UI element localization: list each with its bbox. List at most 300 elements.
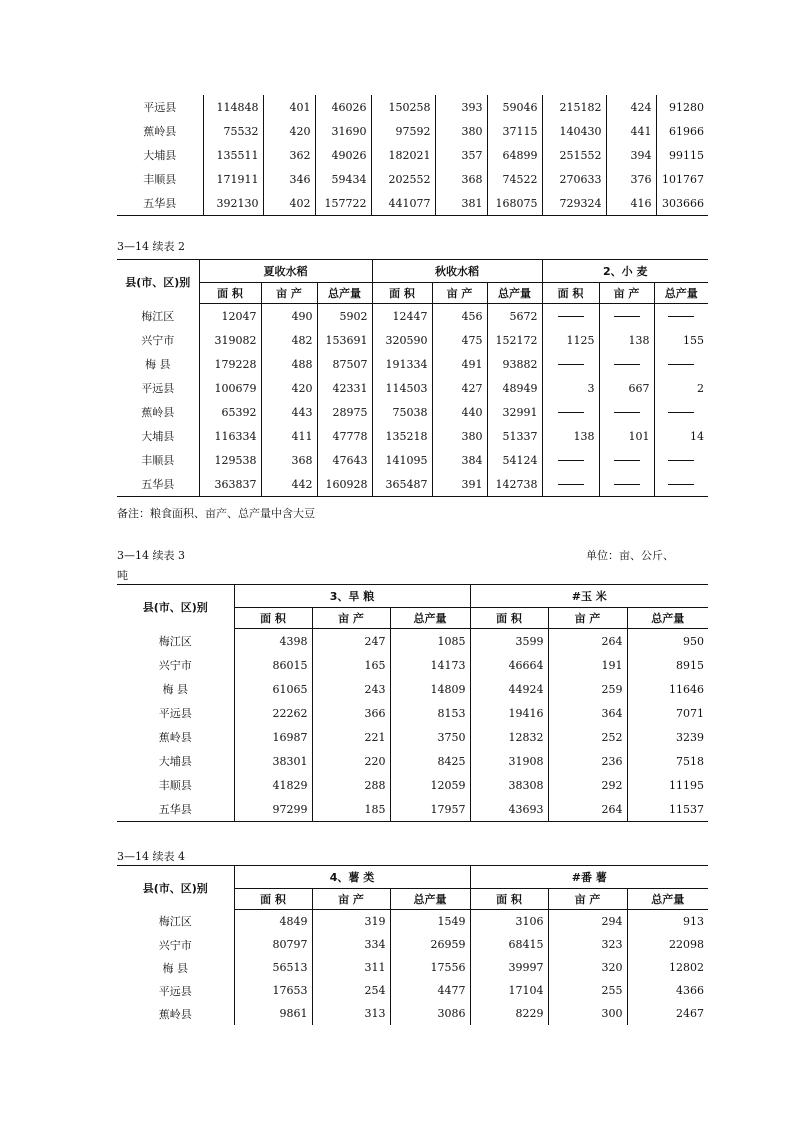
county-name: 梅江区: [158, 634, 192, 648]
cell-value: 26959: [390, 933, 470, 956]
county-name: 梅江区: [158, 915, 192, 929]
table-row: [117, 979, 708, 1002]
cell-value: 380: [432, 424, 487, 448]
county-name: 大埔县: [143, 149, 177, 162]
cell-value: 165: [312, 653, 390, 677]
county-name: 平远县: [158, 984, 192, 998]
cell-value: 7071: [627, 701, 708, 725]
cell-value: 49026: [315, 143, 371, 167]
table-row: [117, 773, 708, 797]
table-row: [117, 191, 708, 216]
cell-value: 11646: [627, 677, 708, 701]
cell-value: 14809: [390, 677, 470, 701]
cell-value: 420: [263, 119, 315, 143]
cell-value: 185: [312, 797, 390, 822]
cell-value: 47778: [317, 424, 372, 448]
cell-value: 48949: [487, 376, 542, 400]
cell-value: 300: [548, 1002, 627, 1025]
cell-value: 16987: [234, 725, 312, 749]
cell-value: 171911: [203, 167, 263, 191]
table2-subcol-yield: 亩 产: [432, 283, 487, 304]
cell-value: 157722: [315, 191, 371, 216]
cell-value: 14173: [390, 653, 470, 677]
cell-value: 179228: [199, 352, 261, 376]
table-row: [117, 352, 708, 376]
county-name: 梅 县: [145, 358, 171, 371]
cell-value: 2: [654, 376, 708, 400]
table3-group-corn: #玉 米: [470, 585, 708, 608]
table3-unit: 单位：亩、公斤、: [586, 549, 674, 562]
cell-value: 380: [435, 119, 487, 143]
cell-value: 14: [654, 424, 708, 448]
cell-value: 334: [312, 933, 390, 956]
cell-value: 142738: [487, 472, 542, 497]
cell-value: 3599: [470, 629, 548, 654]
county-name: 兴宁市: [141, 334, 175, 347]
cell-value: 4849: [234, 910, 312, 934]
cell-value: 368: [261, 448, 317, 472]
county-name: 蕉岭县: [158, 731, 192, 744]
table-row: [117, 448, 708, 472]
cell-value: 320: [548, 956, 627, 979]
cell-value: 44924: [470, 677, 548, 701]
county-name: 五华县: [143, 197, 177, 210]
empty-value-dash: [599, 472, 654, 497]
cell-value: 303666: [656, 191, 708, 216]
cell-value: 41829: [234, 773, 312, 797]
table-top-continuation: [117, 95, 708, 216]
cell-value: 440: [432, 400, 487, 424]
table-row: [117, 725, 708, 749]
table-row: [117, 749, 708, 773]
table4-subcol-total: 总产量: [390, 889, 470, 910]
cell-value: 243: [312, 677, 390, 701]
empty-value-dash: [599, 448, 654, 472]
dash-line: [558, 412, 584, 413]
dash-line: [558, 484, 584, 485]
table4-subcol-total: 总产量: [627, 889, 708, 910]
table3-row-header: 县(市、区)别: [142, 600, 208, 614]
cell-value: 101: [599, 424, 654, 448]
cell-value: 392130: [203, 191, 263, 216]
cell-value: 5672: [487, 304, 542, 329]
cell-value: 93882: [487, 352, 542, 376]
cell-value: 264: [548, 797, 627, 822]
cell-value: 366: [312, 701, 390, 725]
cell-value: 64899: [487, 143, 542, 167]
cell-value: 368: [435, 167, 487, 191]
cell-value: 376: [606, 167, 656, 191]
county-name: 兴宁市: [158, 659, 192, 672]
dash-line: [558, 316, 584, 317]
cell-value: 43693: [470, 797, 548, 822]
cell-value: 5902: [317, 304, 372, 329]
cell-value: 38301: [234, 749, 312, 773]
table3-caption: 3—14 续表 3: [117, 549, 185, 562]
table-row: [117, 1002, 708, 1025]
empty-value-dash: [542, 400, 599, 424]
cell-value: 254: [312, 979, 390, 1002]
dash-line: [614, 484, 640, 485]
table-row: [117, 376, 708, 400]
cell-value: 51337: [487, 424, 542, 448]
cell-value: 74522: [487, 167, 542, 191]
county-name: 梅 县: [162, 961, 188, 975]
table2-note: 备注：粮食面积、亩产、总产量中含大豆: [117, 507, 315, 520]
cell-value: 87507: [317, 352, 372, 376]
cell-value: 667: [599, 376, 654, 400]
table4-caption: 3—14 续表 4: [117, 850, 185, 863]
cell-value: 153691: [317, 328, 372, 352]
table2-group-wheat: 2、小 麦: [542, 260, 708, 283]
cell-value: 116334: [199, 424, 261, 448]
cell-value: 12059: [390, 773, 470, 797]
cell-value: 80797: [234, 933, 312, 956]
county-name: 蕉岭县: [141, 406, 175, 419]
cell-value: 22098: [627, 933, 708, 956]
cell-value: 135218: [372, 424, 432, 448]
cell-value: 3239: [627, 725, 708, 749]
cell-value: 101767: [656, 167, 708, 191]
cell-value: 292: [548, 773, 627, 797]
county-name: 平远县: [141, 382, 175, 395]
table-row: [117, 119, 708, 143]
cell-value: 12047: [199, 304, 261, 329]
dash-line: [614, 460, 640, 461]
cell-value: 402: [263, 191, 315, 216]
dash-line: [668, 316, 694, 317]
cell-value: 191334: [372, 352, 432, 376]
empty-value-dash: [654, 472, 708, 497]
cell-value: 141095: [372, 448, 432, 472]
cell-value: 3750: [390, 725, 470, 749]
cell-value: 38308: [470, 773, 548, 797]
cell-value: 2467: [627, 1002, 708, 1025]
cell-value: 365487: [372, 472, 432, 497]
cell-value: 12832: [470, 725, 548, 749]
cell-value: 950: [627, 629, 708, 654]
cell-value: 12447: [372, 304, 432, 329]
county-name: 丰顺县: [143, 173, 177, 186]
table-row: [117, 956, 708, 979]
cell-value: 155: [654, 328, 708, 352]
cell-value: 56513: [234, 956, 312, 979]
cell-value: 346: [263, 167, 315, 191]
table2-subcol-area: 面 积: [542, 283, 599, 304]
empty-value-dash: [654, 400, 708, 424]
cell-value: 11537: [627, 797, 708, 822]
cell-value: 3086: [390, 1002, 470, 1025]
table2-subcol-area: 面 积: [372, 283, 432, 304]
table2-subcol-yield: 亩 产: [599, 283, 654, 304]
cell-value: 7518: [627, 749, 708, 773]
table-row: [117, 472, 708, 497]
cell-value: 17104: [470, 979, 548, 1002]
cell-value: 475: [432, 328, 487, 352]
county-name: 蕉岭县: [143, 125, 177, 138]
table4-subcol-yield: 亩 产: [312, 889, 390, 910]
table4-subcol-area: 面 积: [234, 889, 312, 910]
cell-value: 729324: [542, 191, 606, 216]
cell-value: 288: [312, 773, 390, 797]
empty-value-dash: [599, 304, 654, 329]
cell-value: 32991: [487, 400, 542, 424]
cell-value: 220: [312, 749, 390, 773]
cell-value: 114848: [203, 95, 263, 119]
table3-subcol-yield: 亩 产: [312, 608, 390, 629]
cell-value: 420: [261, 376, 317, 400]
cell-value: 140430: [542, 119, 606, 143]
cell-value: 99115: [656, 143, 708, 167]
cell-value: 17653: [234, 979, 312, 1002]
cell-value: 150258: [371, 95, 435, 119]
table4-subcol-yield: 亩 产: [548, 889, 627, 910]
cell-value: 4398: [234, 629, 312, 654]
cell-value: 393: [435, 95, 487, 119]
cell-value: 91280: [656, 95, 708, 119]
table-row: [117, 167, 708, 191]
county-name: 蕉岭县: [158, 1007, 192, 1021]
cell-value: 252: [548, 725, 627, 749]
cell-value: 362: [263, 143, 315, 167]
dash-line: [614, 412, 640, 413]
cell-value: 1125: [542, 328, 599, 352]
cell-value: 11195: [627, 773, 708, 797]
cell-value: 28975: [317, 400, 372, 424]
cell-value: 17957: [390, 797, 470, 822]
cell-value: 1085: [390, 629, 470, 654]
table3-group-dry-grain: 3、旱 粮: [234, 585, 470, 608]
dash-line: [668, 484, 694, 485]
cell-value: 364: [548, 701, 627, 725]
cell-value: 4366: [627, 979, 708, 1002]
table3-subcol-area: 面 积: [470, 608, 548, 629]
table2-subcol-yield: 亩 产: [261, 283, 317, 304]
cell-value: 401: [263, 95, 315, 119]
cell-value: 264: [548, 629, 627, 654]
cell-value: 59046: [487, 95, 542, 119]
cell-value: 255: [548, 979, 627, 1002]
cell-value: 8425: [390, 749, 470, 773]
dash-line: [668, 412, 694, 413]
cell-value: 202552: [371, 167, 435, 191]
dash-line: [614, 364, 640, 365]
table4-subcol-area: 面 积: [470, 889, 548, 910]
cell-value: 8229: [470, 1002, 548, 1025]
cell-value: 54124: [487, 448, 542, 472]
cell-value: 86015: [234, 653, 312, 677]
table-row: [117, 304, 708, 329]
cell-value: 22262: [234, 701, 312, 725]
cell-value: 442: [261, 472, 317, 497]
table3: [117, 584, 708, 822]
cell-value: 391: [432, 472, 487, 497]
county-name: 平远县: [158, 707, 192, 720]
county-name: 兴宁市: [158, 938, 192, 952]
table3-subcol-total: 总产量: [390, 608, 470, 629]
county-name: 梅江区: [141, 309, 175, 323]
cell-value: 168075: [487, 191, 542, 216]
cell-value: 19416: [470, 701, 548, 725]
dash-line: [668, 364, 694, 365]
table2-caption: 3—14 续表 2: [117, 240, 185, 253]
empty-value-dash: [542, 304, 599, 329]
cell-value: 31908: [470, 749, 548, 773]
empty-value-dash: [542, 472, 599, 497]
cell-value: 47643: [317, 448, 372, 472]
table-row: [117, 797, 708, 822]
cell-value: 12802: [627, 956, 708, 979]
cell-value: 441: [606, 119, 656, 143]
empty-value-dash: [599, 352, 654, 376]
cell-value: 294: [548, 910, 627, 934]
cell-value: 3: [542, 376, 599, 400]
cell-value: 221: [312, 725, 390, 749]
cell-value: 913: [627, 910, 708, 934]
table-row: [117, 933, 708, 956]
cell-value: 357: [435, 143, 487, 167]
cell-value: 182021: [371, 143, 435, 167]
cell-value: 490: [261, 304, 317, 329]
cell-value: 1549: [390, 910, 470, 934]
cell-value: 8153: [390, 701, 470, 725]
cell-value: 138: [542, 424, 599, 448]
county-name: 五华县: [158, 803, 192, 816]
table2-group-autumn-rice: 秋收水稻: [372, 260, 542, 283]
table-row: [117, 910, 708, 934]
cell-value: 75038: [372, 400, 432, 424]
cell-value: 313: [312, 1002, 390, 1025]
cell-value: 488: [261, 352, 317, 376]
table-row: [117, 653, 708, 677]
empty-value-dash: [654, 352, 708, 376]
table3-subcol-yield: 亩 产: [548, 608, 627, 629]
cell-value: 46664: [470, 653, 548, 677]
table2: [117, 259, 708, 497]
empty-value-dash: [599, 400, 654, 424]
cell-value: 191: [548, 653, 627, 677]
county-name: 大埔县: [158, 755, 192, 768]
cell-value: 381: [435, 191, 487, 216]
cell-value: 3106: [470, 910, 548, 934]
table-row: [117, 95, 708, 119]
cell-value: 323: [548, 933, 627, 956]
table2-row-header: 县(市、区)别: [125, 275, 191, 289]
dash-line: [558, 460, 584, 461]
cell-value: 59434: [315, 167, 371, 191]
cell-value: 247: [312, 629, 390, 654]
table4-group-tubers: 4、薯 类: [234, 866, 470, 889]
cell-value: 491: [432, 352, 487, 376]
cell-value: 61966: [656, 119, 708, 143]
cell-value: 160928: [317, 472, 372, 497]
cell-value: 75532: [203, 119, 263, 143]
dash-line: [668, 460, 694, 461]
cell-value: 363837: [199, 472, 261, 497]
cell-value: 259: [548, 677, 627, 701]
dash-line: [614, 316, 640, 317]
cell-value: 39997: [470, 956, 548, 979]
cell-value: 441077: [371, 191, 435, 216]
county-name: 五华县: [141, 478, 175, 491]
cell-value: 411: [261, 424, 317, 448]
empty-value-dash: [654, 448, 708, 472]
cell-value: 8915: [627, 653, 708, 677]
table3-subcol-area: 面 积: [234, 608, 312, 629]
cell-value: 9861: [234, 1002, 312, 1025]
table4-row-header: 县(市、区)别: [142, 881, 208, 895]
cell-value: 236: [548, 749, 627, 773]
cell-value: 311: [312, 956, 390, 979]
cell-value: 394: [606, 143, 656, 167]
table-row: [117, 701, 708, 725]
table3-unit-wrap: 吨: [117, 569, 128, 582]
cell-value: 4477: [390, 979, 470, 1002]
table2-subcol-area: 面 积: [199, 283, 261, 304]
table4-group-sweet-potato: #番 薯: [470, 866, 708, 889]
county-name: 大埔县: [141, 430, 175, 443]
cell-value: 384: [432, 448, 487, 472]
cell-value: 97299: [234, 797, 312, 822]
county-name: 丰顺县: [158, 779, 192, 792]
cell-value: 443: [261, 400, 317, 424]
cell-value: 482: [261, 328, 317, 352]
cell-value: 416: [606, 191, 656, 216]
cell-value: 456: [432, 304, 487, 329]
cell-value: 61065: [234, 677, 312, 701]
dash-line: [558, 364, 584, 365]
table-row: [117, 328, 708, 352]
table2-subcol-total: 总产量: [487, 283, 542, 304]
cell-value: 97592: [371, 119, 435, 143]
table-row: [117, 677, 708, 701]
table4: [117, 865, 708, 1025]
cell-value: 129538: [199, 448, 261, 472]
cell-value: 114503: [372, 376, 432, 400]
cell-value: 65392: [199, 400, 261, 424]
cell-value: 251552: [542, 143, 606, 167]
cell-value: 320590: [372, 328, 432, 352]
cell-value: 152172: [487, 328, 542, 352]
cell-value: 68415: [470, 933, 548, 956]
county-name: 梅 县: [162, 683, 188, 696]
cell-value: 319082: [199, 328, 261, 352]
cell-value: 42331: [317, 376, 372, 400]
cell-value: 46026: [315, 95, 371, 119]
cell-value: 215182: [542, 95, 606, 119]
table3-subcol-total: 总产量: [627, 608, 708, 629]
cell-value: 424: [606, 95, 656, 119]
county-name: 丰顺县: [141, 454, 175, 467]
cell-value: 138: [599, 328, 654, 352]
cell-value: 37115: [487, 119, 542, 143]
table-row: [117, 143, 708, 167]
cell-value: 135511: [203, 143, 263, 167]
cell-value: 427: [432, 376, 487, 400]
table2-subcol-total: 总产量: [654, 283, 708, 304]
empty-value-dash: [542, 448, 599, 472]
county-name: 平远县: [143, 101, 177, 114]
empty-value-dash: [542, 352, 599, 376]
cell-value: 17556: [390, 956, 470, 979]
cell-value: 100679: [199, 376, 261, 400]
table-row: [117, 629, 708, 654]
table2-group-summer-rice: 夏收水稻: [199, 260, 372, 283]
table-row: [117, 400, 708, 424]
cell-value: 270633: [542, 167, 606, 191]
table2-subcol-total: 总产量: [317, 283, 372, 304]
cell-value: 31690: [315, 119, 371, 143]
